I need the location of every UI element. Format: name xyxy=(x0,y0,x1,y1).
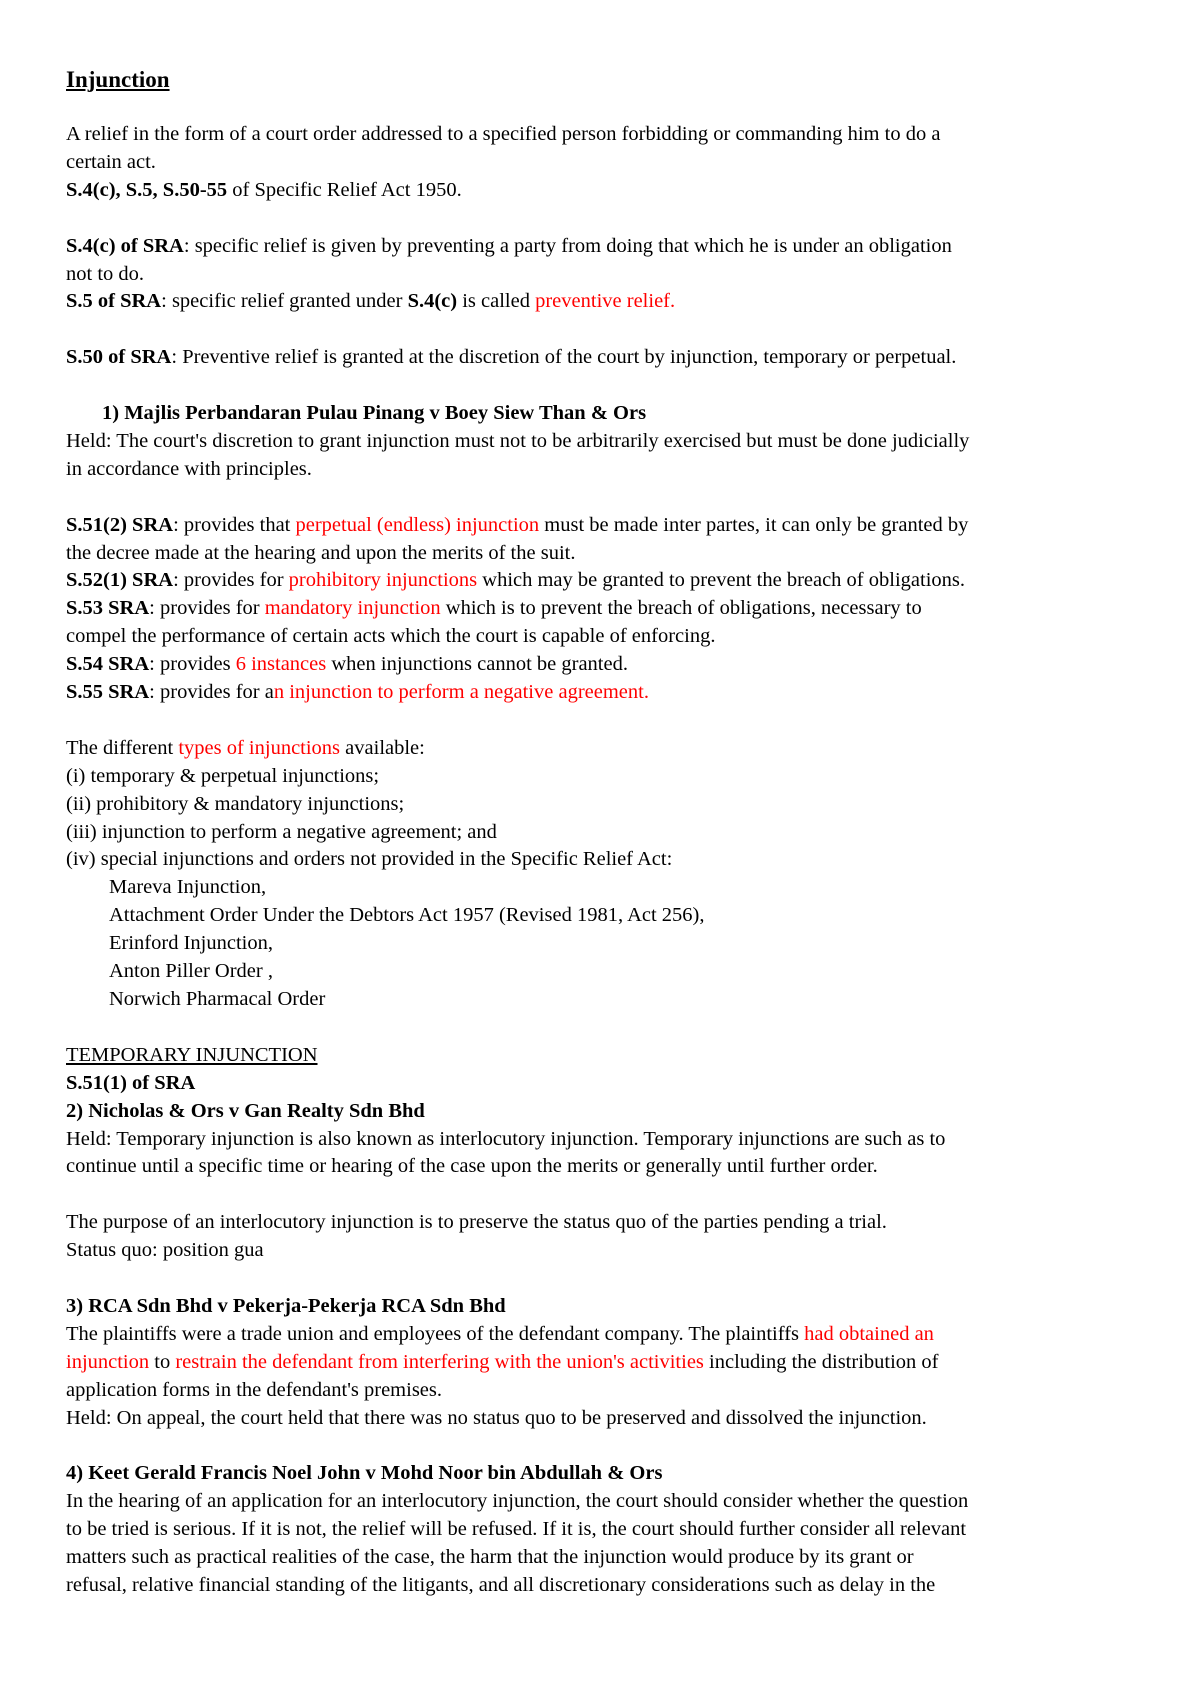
section-label: S.51(1) of SRA xyxy=(66,1071,196,1094)
section-text: : specific relief is given by preventing a party from doing that which he is under an obligation xyxy=(183,234,952,257)
section-text: : provides xyxy=(149,653,236,676)
case-1 xyxy=(66,400,1146,484)
intro-citation xyxy=(66,177,1146,205)
list-item: (iii) injunction to perform a negative agreement; and xyxy=(66,820,497,843)
intro-paragraph xyxy=(66,121,1146,205)
highlight-text: 6 instances xyxy=(235,653,327,676)
section-label: S.5 of SRA xyxy=(66,290,162,313)
case-text: application forms in the defendant's premises. xyxy=(66,1378,443,1401)
section-text: is called xyxy=(457,290,536,313)
case-text: matters such as practical realities of the case, the harm that the injunction would produce by its grant or xyxy=(66,1546,914,1569)
section-text: : provides that xyxy=(173,513,296,536)
highlight-text: preventive relief. xyxy=(535,290,676,313)
section-text: : provides for a xyxy=(149,681,274,704)
list-item: (ii) prohibitory & mandatory injunctions; xyxy=(66,792,405,815)
types-of-injunctions xyxy=(66,735,1146,1014)
page-title: Injunction xyxy=(66,67,170,92)
section-text: the decree made at the hearing and upon the merits of the suit. xyxy=(66,541,576,564)
sra-s4c xyxy=(66,233,1146,289)
case-3 xyxy=(66,1293,1146,1433)
section-label: S.51(2) SRA xyxy=(66,513,174,536)
case-text: including the distribution of xyxy=(703,1350,939,1373)
sra-sections xyxy=(66,512,1146,707)
case-text: to xyxy=(149,1350,176,1373)
section-text: : Preventive relief is granted at the discretion of the court by injunction, temporary or perpetual. xyxy=(171,346,957,369)
section-label: S.4(c) of SRA xyxy=(66,234,184,257)
section-label: S.50 of SRA xyxy=(66,346,172,369)
types-intro: available: xyxy=(340,736,425,759)
section-label: S.55 SRA xyxy=(66,681,150,704)
special-item: Attachment Order Under the Debtors Act 1957 (Revised 1981, Act 256), xyxy=(109,904,705,927)
case-heading: 3) RCA Sdn Bhd v Pekerja-Pekerja RCA Sdn Bhd xyxy=(66,1294,506,1317)
paragraph-text: The purpose of an interlocutory injunction is to preserve the status quo of the parties pending a trial. xyxy=(66,1211,887,1234)
sra-s5 xyxy=(66,288,1146,316)
case-text: Held: Temporary injunction is also known as interlocutory injunction. Temporary injunctions are such as to xyxy=(66,1127,946,1150)
intro-line: A relief in the form of a court order addressed to a specified person forbidding or commanding him to do a xyxy=(66,123,941,145)
section-label: S.53 SRA xyxy=(66,597,150,620)
section-label: S.52(1) SRA xyxy=(66,569,174,592)
types-intro: The different xyxy=(66,736,179,759)
section-text: which is to prevent the breach of obligations, necessary to xyxy=(440,597,922,620)
citation-sections: S.4(c), S.5, S.50-55 xyxy=(66,178,228,201)
case-text: The plaintiffs were a trade union and employees of the defendant company. The plaintiffs xyxy=(66,1322,805,1345)
case-text: Held: The court's discretion to grant injunction must not to be arbitrarily exercised but must be done judicially xyxy=(66,429,970,452)
section-heading: TEMPORARY INJUNCTION xyxy=(66,1043,318,1066)
case-heading: 2) Nicholas & Ors v Gan Realty Sdn Bhd xyxy=(66,1099,425,1122)
highlight-text: prohibitory injunctions xyxy=(288,569,478,592)
case-text: continue until a specific time or hearing of the case upon the merits or generally until further order. xyxy=(66,1155,878,1178)
case-text: Held: On appeal, the court held that there was no status quo to be preserved and dissolved the injunction. xyxy=(66,1406,927,1429)
section-text: which may be granted to prevent the breach of obligations. xyxy=(477,569,965,592)
highlight-text: restrain the defendant from interfering with the union's activities xyxy=(175,1350,704,1373)
citation-act: of Specific Relief Act 1950. xyxy=(227,178,462,201)
special-item: Norwich Pharmacal Order xyxy=(109,988,326,1011)
case-text: to be tried is serious. If it is not, the relief will be refused. If it is, the court should further consider all relevant xyxy=(66,1518,967,1541)
case-text: In the hearing of an application for an interlocutory injunction, the court should consider whether the question xyxy=(66,1490,969,1513)
list-item: (iv) special injunctions and orders not provided in the Specific Relief Act: xyxy=(66,848,673,871)
section-text: not to do. xyxy=(66,262,145,285)
section-ref: S.4(c) xyxy=(407,290,458,313)
section-text: : provides for xyxy=(173,569,289,592)
section-text: : specific relief granted under xyxy=(161,290,408,313)
section-text: compel the performance of certain acts which the court is capable of enforcing. xyxy=(66,625,716,648)
sra-s50 xyxy=(66,344,1146,372)
list-item: (i) temporary & perpetual injunctions; xyxy=(66,764,380,787)
intro-line: certain act. xyxy=(66,150,156,173)
special-item: Mareva Injunction, xyxy=(109,876,267,899)
section-text: must be made inter partes, it can only be granted by xyxy=(539,513,969,536)
case-text: in accordance with principles. xyxy=(66,457,312,480)
highlight-text: injunction xyxy=(66,1350,150,1373)
highlight-text: perpetual (endless) injunction xyxy=(295,513,540,536)
section-label: S.54 SRA xyxy=(66,653,150,676)
highlight-text: types of injunctions xyxy=(178,736,341,759)
paragraph-text: Status quo: position gua xyxy=(66,1239,264,1262)
highlight-text: had obtained an xyxy=(804,1322,934,1345)
section-text: when injunctions cannot be granted. xyxy=(326,653,628,676)
highlight-text: mandatory injunction xyxy=(264,597,441,620)
special-item: Anton Piller Order , xyxy=(109,960,273,983)
case-heading: 4) Keet Gerald Francis Noel John v Mohd Noor bin Abdullah & Ors xyxy=(66,1462,663,1485)
special-item: Erinford Injunction, xyxy=(109,932,273,955)
section-text: : provides for xyxy=(149,597,265,620)
document-body xyxy=(66,66,1146,1600)
case-4 xyxy=(66,1460,1146,1600)
temporary-injunction xyxy=(66,1042,1146,1265)
highlight-text: n injunction to perform a negative agreement. xyxy=(273,681,649,704)
case-text: refusal, relative financial standing of the litigants, and all discretionary considerations such as delay in the xyxy=(66,1573,936,1596)
case-heading: 1) Majlis Perbandaran Pulau Pinang v Boey Siew Than & Ors xyxy=(102,402,647,425)
